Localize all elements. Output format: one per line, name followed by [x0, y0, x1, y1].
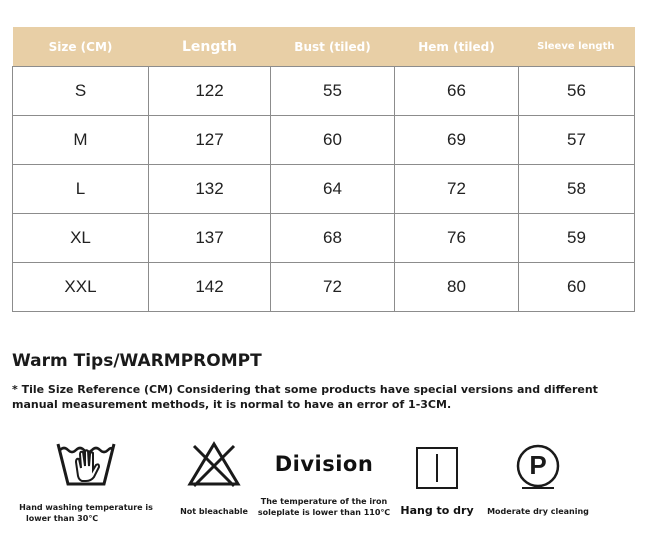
iron-label-line1: The temperature of the iron: [260, 497, 388, 506]
cell-bust: 72: [271, 263, 395, 312]
tips-text: * Tile Size Reference (CM) Considering that some products have special versions and different manual measurement methods, it is normal to have an error of 1-3CM.: [12, 383, 598, 411]
no-bleach-icon: [186, 440, 242, 490]
cell-hem: 72: [395, 165, 519, 214]
cell-length: 137: [149, 214, 271, 263]
cell-size: S: [13, 67, 149, 116]
cell-size: XL: [13, 214, 149, 263]
cell-sleeve: 56: [519, 67, 635, 116]
cell-hem: 80: [395, 263, 519, 312]
iron-label-line2: soleplate is lower than 110℃: [257, 508, 391, 517]
tips-title: Warm Tips/WARMPROMPT: [12, 351, 262, 371]
care-dry-clean: [480, 442, 596, 517]
hang-dry-icon: [415, 446, 459, 490]
cell-length: 127: [149, 116, 271, 165]
care-iron: [256, 452, 392, 518]
table-row: [13, 116, 635, 165]
care-hand-wash: [12, 440, 160, 524]
cell-length: 142: [149, 263, 271, 312]
table-row: [13, 67, 635, 116]
cell-length: 122: [149, 67, 271, 116]
cell-bust: 64: [271, 165, 395, 214]
table-row: [13, 263, 635, 312]
cell-hem: 66: [395, 67, 519, 116]
table-row: [13, 214, 635, 263]
cell-bust: 60: [271, 116, 395, 165]
cell-length: 132: [149, 165, 271, 214]
hang-dry-label: Hang to dry: [400, 504, 474, 517]
care-hang-dry: [400, 446, 474, 517]
header-sleeve: Sleeve length: [519, 27, 635, 67]
care-no-bleach: [166, 440, 262, 517]
header-length: Length: [149, 27, 271, 67]
dry-clean-p-icon: [514, 442, 562, 490]
size-table-header: [13, 27, 635, 67]
hand-wash-label-line2: lower than 30℃: [26, 514, 99, 523]
cell-bust: 68: [271, 214, 395, 263]
hand-wash-icon: [56, 440, 116, 490]
cell-hem: 76: [395, 214, 519, 263]
cell-size: XXL: [13, 263, 149, 312]
cell-bust: 55: [271, 67, 395, 116]
cell-hem: 69: [395, 116, 519, 165]
size-table: [12, 27, 635, 312]
division-heading: Division: [274, 452, 374, 476]
header-hem: Hem (tiled): [395, 27, 519, 67]
dry-clean-label: Moderate dry cleaning: [487, 507, 589, 516]
cell-size: M: [13, 116, 149, 165]
dry-clean-symbol: P: [529, 450, 547, 480]
cell-sleeve: 58: [519, 165, 635, 214]
cell-size: L: [13, 165, 149, 214]
header-bust: Bust (tiled): [271, 27, 395, 67]
no-bleach-label: Not bleachable: [180, 507, 248, 516]
table-row: [13, 165, 635, 214]
cell-sleeve: 57: [519, 116, 635, 165]
header-size: Size (CM): [13, 27, 149, 67]
hand-wash-label-line1: Hand washing temperature is: [19, 503, 153, 512]
cell-sleeve: 59: [519, 214, 635, 263]
cell-sleeve: 60: [519, 263, 635, 312]
